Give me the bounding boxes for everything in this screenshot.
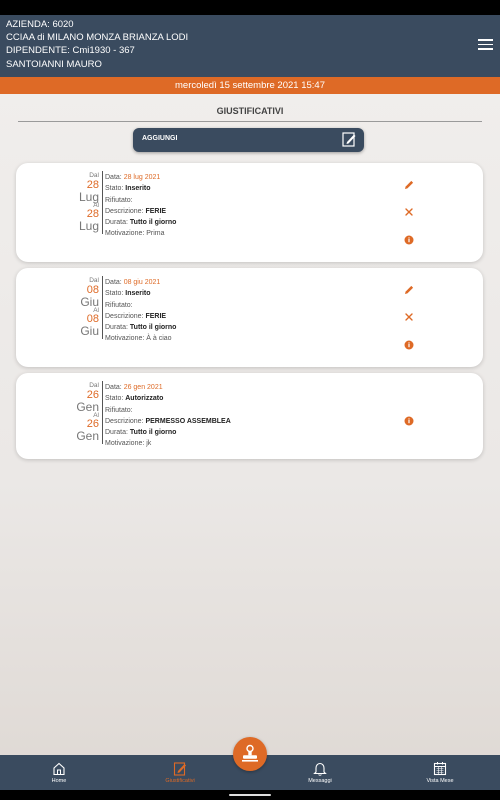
date-range [16,383,99,442]
edit-note-icon [342,131,356,148]
bell-icon [313,761,327,776]
dal-label: Dal [89,277,99,284]
stato-value: Autorizzato [125,395,164,403]
tab-vista-mese[interactable] [400,755,480,790]
durata-label: Durata: [105,219,128,227]
tab-messaggi[interactable] [280,755,360,790]
descrizione-label: Descrizione: [105,417,144,425]
data-value: 26 gen 2021 [123,384,163,391]
rifiutato-label: Rifiutato: [105,406,133,414]
dal-label: Dal [89,172,99,179]
tab-home-label: Home [51,778,67,784]
app-header [0,15,500,77]
durata-label: Durata: [105,429,128,437]
from-day: 26 [86,388,99,401]
pencil-icon[interactable] [402,283,416,297]
tab-giustificativi[interactable] [140,755,220,790]
stato-label: Stato: [105,290,124,298]
stamp-button[interactable] [233,737,267,771]
tab-messaggi-label: Messaggi [308,778,332,784]
home-indicator[interactable] [229,794,271,796]
tab-home[interactable] [19,755,99,790]
al-label: Al [93,306,99,314]
to-month: Gen [76,429,99,443]
rifiutato-label: Rifiutato: [105,301,133,309]
close-icon[interactable] [402,310,416,324]
from-month: Lug [78,189,99,204]
to-month: Giu [80,324,99,338]
from-month: Gen [76,399,99,414]
user-name: SANTOIANNI MAURO [6,58,102,70]
motivazione-label: Motivazione: [105,440,145,448]
divider [102,171,103,234]
tab-vista-mese-label: Vista Mese [426,778,454,784]
stato-label: Stato: [105,395,124,403]
card-details [105,172,176,240]
stato-label: Stato: [105,185,124,193]
from-day: 08 [86,283,99,296]
durata-value: Tutto il giorno [129,219,177,227]
menu-icon[interactable] [478,39,493,50]
current-datetime: mercoledì 15 settembre 2021 15:47 [0,77,500,94]
divider [102,276,103,339]
al-label: Al [93,411,99,419]
motivazione-value: Prima [146,230,165,238]
to-day: 26 [86,418,99,430]
motivazione-label: Motivazione: [105,230,145,238]
document-edit-icon [173,761,187,776]
info-icon[interactable] [402,414,416,428]
descrizione-label: Descrizione: [105,207,144,215]
motivazione-value: jk [146,440,152,448]
descrizione-value: FERIE [145,207,167,215]
durata-value: Tutto il giorno [129,429,177,437]
from-month: Giu [80,294,99,309]
dal-label: Dal [89,382,99,389]
al-label: Al [93,201,99,209]
descrizione-value: FERIE [145,312,167,320]
card-details [105,382,231,450]
justification-card[interactable] [16,373,483,459]
ente-text: CCIAA di MILANO MONZA BRIANZA LODI [6,32,189,44]
divider [102,381,103,444]
card-details [105,277,176,345]
tab-giustificativi-label: Giustificativi [165,778,195,784]
date-range [16,173,99,232]
to-month: Lug [78,219,99,233]
system-nav-bar [0,790,500,800]
add-button[interactable] [133,128,364,152]
durata-value: Tutto il giorno [129,324,177,332]
motivazione-value: À à ciao [146,335,172,343]
descrizione-value: PERMESSO ASSEMBLEA [145,417,231,425]
add-button-label: AGGIUNGI [142,135,178,142]
calendar-icon [433,761,447,776]
durata-label: Durata: [105,324,128,332]
home-icon [52,761,66,776]
descrizione-label: Descrizione: [105,312,144,320]
from-day: 28 [86,178,99,191]
pencil-icon[interactable] [402,178,416,192]
justification-card[interactable] [16,268,483,367]
status-bar [0,0,500,15]
data-label: Data: [105,384,122,391]
section-title: GIUSTIFICATIVI [18,106,482,122]
to-day: 28 [86,208,99,220]
data-label: Data: [105,279,122,286]
data-value: 08 giu 2021 [123,279,161,286]
stamp-icon [240,744,260,764]
stato-value: Inserito [125,290,151,298]
stato-value: Inserito [125,185,151,193]
dipendente-text: DIPENDENTE: Cmi1930 - 367 [6,45,135,57]
data-value: 28 lug 2021 [123,174,161,181]
motivazione-label: Motivazione: [105,335,145,343]
justification-card[interactable] [16,163,483,262]
info-icon[interactable] [402,233,416,247]
rifiutato-label: Rifiutato: [105,196,133,204]
close-icon[interactable] [402,205,416,219]
data-label: Data: [105,174,122,181]
azienda-text: AZIENDA: 6020 [6,19,74,30]
info-icon[interactable] [402,338,416,352]
date-range [16,278,99,337]
to-day: 08 [86,313,99,325]
